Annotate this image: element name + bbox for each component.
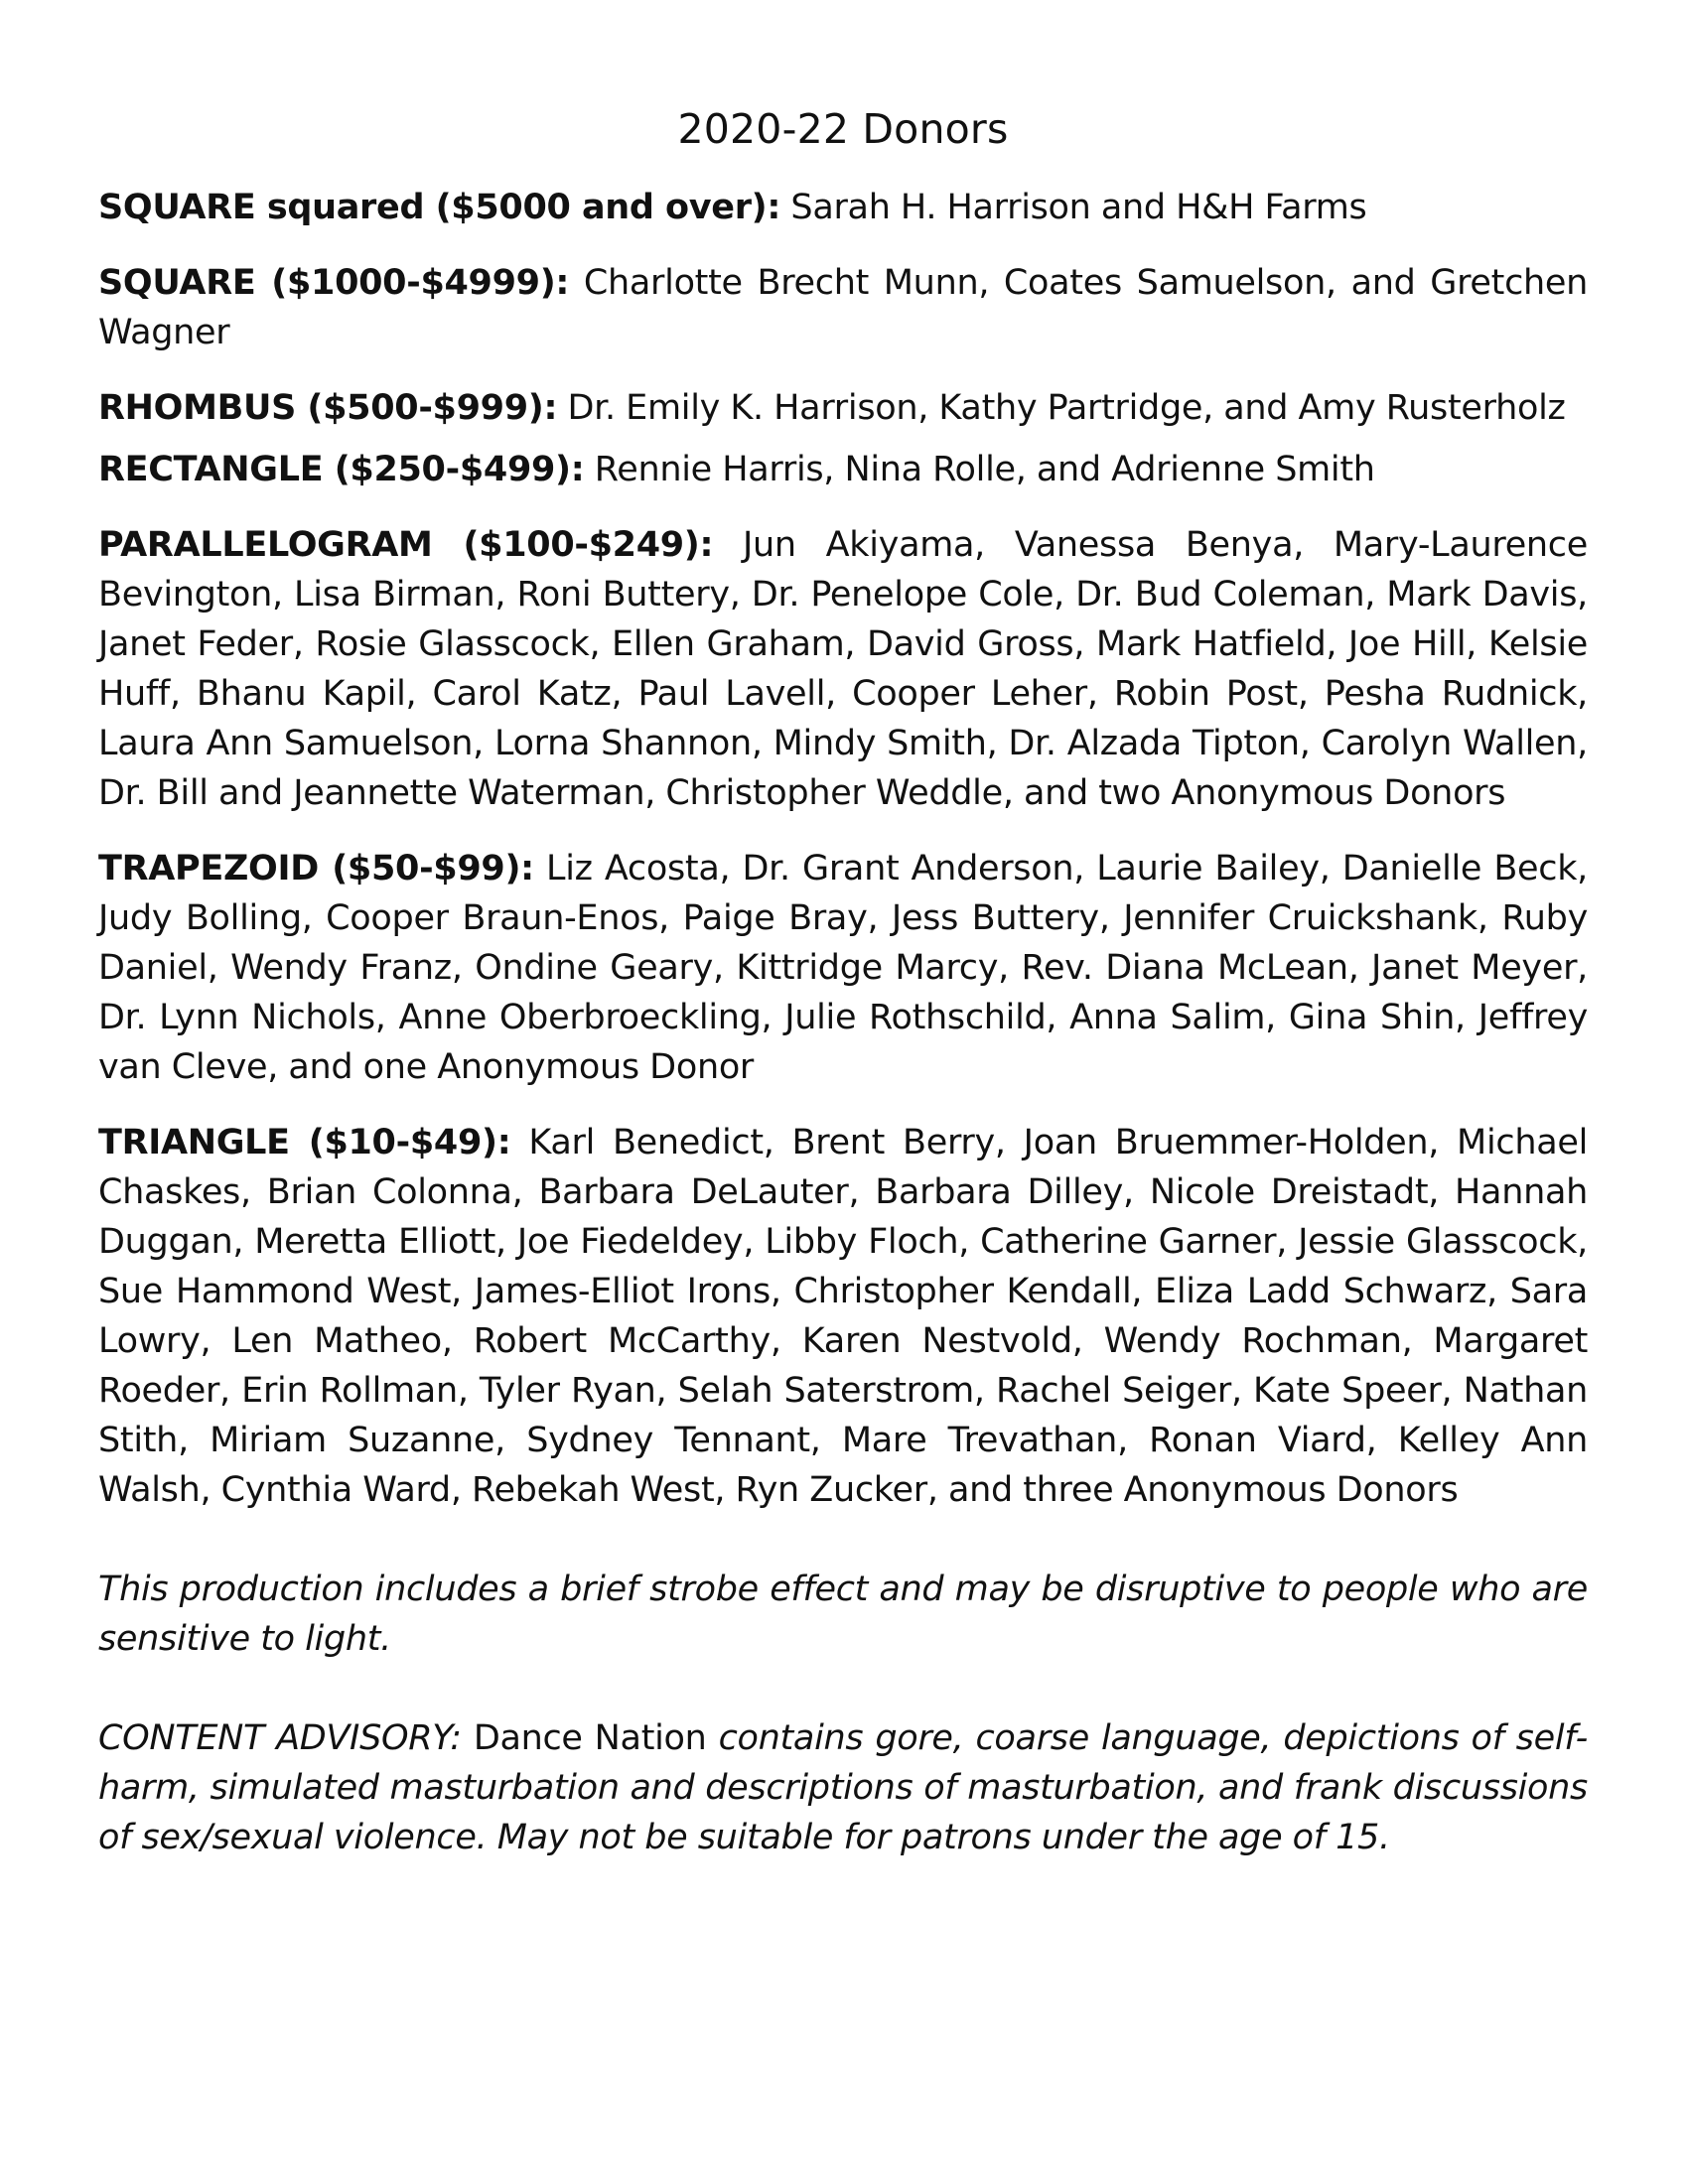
tier-names: Karl Benedict, Brent Berry, Joan Bruemmer-Holden, Michael Chaskes, Brian Colonna, Barbara DeLauter, Barbara Dilley, Nicole Dreistadt, Hannah Duggan, Meretta Elliott, Joe Fiedeldey, Libby Floch, Catherine Garner, Jessie Glasscock, Sue Hammond West, James-Elliot Irons, Christopher Kendall, Eliza Ladd Schwarz, Sara Lowry, Len Matheo, Robert McCarthy, Karen Nestvold, Wendy Rochman, Margaret Roeder, Erin Rollman, Tyler Ryan, Selah Saterstrom, Rachel Seiger, Kate Speer, Nathan Stith, Miriam Suzanne, Sydney Tennant, Mare Trevathan, Ronan Viard, Kelley Ann Walsh, Cynthia Ward, Rebekah West, Ryn Zucker, and three Anonymous Donors bbox=[98, 1123, 1589, 1510]
tier-names: Rennie Harris, Nina Rolle, and Adrienne Smith bbox=[594, 450, 1375, 489]
tier-label: SQUARE squared ($5000 and over): bbox=[98, 188, 781, 227]
tier-rectangle bbox=[98, 445, 1588, 494]
tier-triangle bbox=[98, 1118, 1588, 1515]
tier-label: RECTANGLE ($250-$499): bbox=[98, 450, 585, 489]
tier-parallelogram bbox=[98, 520, 1588, 818]
tier-trapezoid bbox=[98, 844, 1588, 1092]
show-title: Dance Nation bbox=[473, 1718, 707, 1758]
tier-label: SQUARE ($1000-$4999): bbox=[98, 263, 570, 303]
tier-names: Liz Acosta, Dr. Grant Anderson, Laurie Bailey, Danielle Beck, Judy Bolling, Cooper Braun-Enos, Paige Bray, Jess Buttery, Jennifer Cruickshank, Ruby Daniel, Wendy Franz, Ondine Geary, Kittridge Marcy, Rev. Diana McLean, Janet Meyer, Dr. Lynn Nichols, Anne Oberbroeckling, Julie Rothschild, Anna Salim, Gina Shin, Jeffrey van Cleve, and one Anonymous Donor bbox=[98, 849, 1589, 1087]
tier-rhombus bbox=[98, 383, 1588, 433]
donor-page bbox=[98, 99, 1588, 1862]
advisory-prefix: CONTENT ADVISORY: bbox=[98, 1718, 462, 1758]
tier-names: Jun Akiyama, Vanessa Benya, Mary-Laurence Bevington, Lisa Birman, Roni Buttery, Dr. Penelope Cole, Dr. Bud Coleman, Mark Davis, Janet Feder, Rosie Glasscock, Ellen Graham, David Gross, Mark Hatfield, Joe Hill, Kelsie Huff, Bhanu Kapil, Carol Katz, Paul Lavell, Cooper Leher, Robin Post, Pesha Rudnick, Laura Ann Samuelson, Lorna Shannon, Mindy Smith, Dr. Alzada Tipton, Carolyn Wallen, Dr. Bill and Jeannette Waterman, Christopher Weddle, and two Anonymous Donors bbox=[98, 525, 1588, 813]
strobe-warning: This production includes a brief strobe effect and may be disruptive to people who are sensitive to light. bbox=[98, 1570, 1588, 1659]
tier-label: PARALLELOGRAM ($100-$249): bbox=[98, 525, 714, 565]
tier-label: TRIANGLE ($10-$49): bbox=[98, 1123, 511, 1162]
tier-square bbox=[98, 258, 1588, 357]
tier-label: TRAPEZOID ($50-$99): bbox=[98, 849, 534, 888]
page-title: 2020-22 Donors bbox=[677, 105, 1009, 153]
tier-names: Dr. Emily K. Harrison, Kathy Partridge, and Amy Rusterholz bbox=[567, 388, 1566, 428]
tier-label: RHOMBUS ($500-$999): bbox=[98, 388, 558, 428]
advisory-body: contains gore, coarse language, depictions of self-harm, simulated masturbation and descriptions of masturbation, and frank discussions of sex/sexual violence. May not be suitable for patrons under the age of 15. bbox=[98, 1718, 1589, 1857]
content-advisory bbox=[98, 1713, 1588, 1862]
tier-square-squared bbox=[98, 183, 1588, 232]
tier-names: Sarah H. Harrison and H&H Farms bbox=[790, 188, 1367, 227]
tier-names: Charlotte Brecht Munn, Coates Samuelson, and Gretchen Wagner bbox=[98, 263, 1589, 352]
